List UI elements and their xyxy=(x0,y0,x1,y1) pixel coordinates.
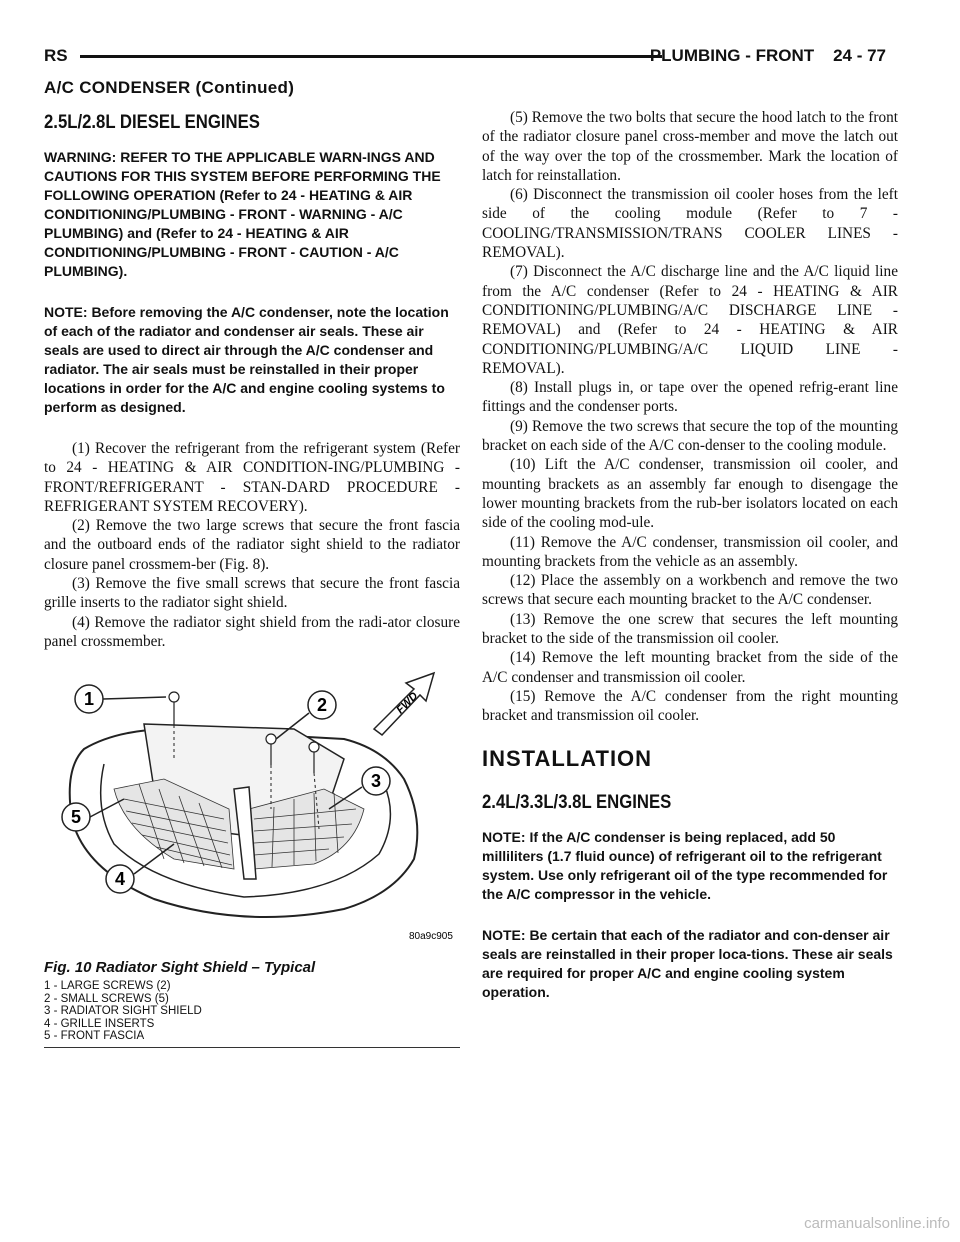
figure-legend xyxy=(44,980,460,1043)
gas-engines-heading: 2.4L/3.3L/3.8L ENGINES xyxy=(482,791,672,813)
step-10: (10) Lift the A/C condenser, transmission oil cooler, and mounting brackets as an assembly far enough to disengage the lower mounting brackets from the rub-ber isolators located on each side of the cooling mod-ule. xyxy=(482,456,898,532)
warning-block: WARNING: REFER TO THE APPLICABLE WARN-INGS AND CAUTIONS FOR THIS SYSTEM BEFORE PERFORMING THE FOLLOWING OPERATION (Refer to 24 - HEATING & AIR CONDITIONING/PLUMBING - FRONT - WARNING - A/C PLUMBING) and (Refer to 24 - HEATING & AIR CONDITIONING/PLUMBING - FRONT - CAUTION - A/C PLUMBING). xyxy=(44,149,441,279)
header-model: RS xyxy=(44,46,68,65)
step-5: (5) Remove the two bolts that secure the hood latch to the front of the radiator closure panel cross-member and move the latch out of the way over the top of the crossmember. Mark the location of latch for reinstallation. xyxy=(482,109,898,184)
step-8: (8) Install plugs in, or tape over the opened refrig-erant line fittings and the condenser ports. xyxy=(482,379,898,416)
header-section: PLUMBING - FRONT 24 - 77 xyxy=(649,46,886,65)
legend-item: 3 - RADIATOR SIGHT SHIELD xyxy=(44,1005,202,1018)
page-header xyxy=(44,40,916,70)
right-column xyxy=(482,108,898,1024)
figure-caption: Fig. 10 Radiator Sight Shield – Typical xyxy=(44,959,316,977)
step-11: (11) Remove the A/C condenser, transmission oil cooler, and mounting brackets from the vehicle as an assembly. xyxy=(482,533,898,570)
legend-item: 1 - LARGE SCREWS (2) xyxy=(44,980,171,993)
step-6: (6) Disconnect the transmission oil cooler hoses from the left side of the cooling module (Refer to 7 - COOLING/TRANSMISSION/TRANS COOLER LINES - REMOVAL). xyxy=(482,186,898,262)
figure-code: 80a9c905 xyxy=(409,931,453,943)
diesel-heading: 2.5L/2.8L DIESEL ENGINES xyxy=(44,112,260,133)
step-9: (9) Remove the two screws that secure the top of the mounting bracket on each side of the A/C con-denser to the cooling module. xyxy=(482,417,898,455)
header-rule xyxy=(80,55,662,58)
left-column xyxy=(44,108,460,1048)
radiator-sight-shield-figure xyxy=(44,669,460,959)
header-page-number: 24 - 77 xyxy=(833,46,886,65)
note-block: NOTE: Before removing the A/C condenser, note the location of each of the radiator and condenser air seals. These air seals are used to direct air through the A/C condenser and radiator. The air seals must be reinstalled in their proper locations in order for the A/C and engine cooling systems to perform as designed. xyxy=(44,304,449,415)
install-note-oil: NOTE: If the A/C condenser is being replaced, add 50 milliliters (1.7 fluid ounce) of refrigerant oil to the refrigerant system. Use only refrigerant oil of the type recommended for the A/C compressor in the vehicle. xyxy=(482,828,888,902)
figure-rule xyxy=(44,1047,460,1048)
step-14: (14) Remove the left mounting bracket from the side of the A/C condenser and transmission oil cooler. xyxy=(482,649,898,686)
watermark: carmanualsonline.info xyxy=(804,1215,950,1232)
callout-2: 2 xyxy=(316,695,328,716)
sight-shield-illustration xyxy=(44,669,460,959)
callout-3: 3 xyxy=(370,771,382,792)
step-2: (2) Remove the two large screws that secure the front fascia and the outboard ends of the radiator sight shield to the radiator closure panel crossmem-ber (Fig. 8). xyxy=(44,517,460,573)
installation-heading: INSTALLATION xyxy=(482,745,653,771)
step-15: (15) Remove the A/C condenser from the right mounting bracket and transmission oil cooler. xyxy=(482,687,898,725)
legend-item: 2 - SMALL SCREWS (5) xyxy=(44,992,169,1005)
legend-item: 4 - GRILLE INSERTS xyxy=(44,1017,155,1030)
step-7: (7) Disconnect the A/C discharge line and the A/C liquid line from the A/C condenser (Refer to 24 - HEATING & AIR CONDITIONING/PLUMBING/A/C DISCHARGE LINE - REMOVAL) and (Refer to 24 - HEATING & AIR CONDITIONING/PLUMBING/A/C LIQUID LINE - REMOVAL). xyxy=(482,263,898,377)
step-1: (1) Recover the refrigerant from the refrigerant system (Refer to 24 - HEATING & AIR CONDITION-ING/PLUMBING - FRONT/REFRIGERANT - STAN-DARD PROCEDURE - REFRIGERANT SYSTEM RECOVERY). xyxy=(44,440,460,515)
fwd-arrow-icon xyxy=(374,673,434,735)
callout-5: 5 xyxy=(70,807,82,828)
continued-title: A/C CONDENSER (Continued) xyxy=(44,78,295,97)
callout-4: 4 xyxy=(114,869,126,890)
step-4: (4) Remove the radiator sight shield from the radi-ator closure panel crossmember. xyxy=(44,613,460,650)
legend-item: 5 - FRONT FASCIA xyxy=(44,1030,145,1043)
install-note-seals: NOTE: Be certain that each of the radiator and con-denser air seals are reinstalled in their proper loca-tions. These air seals are required for proper A/C and engine cooling system operation. xyxy=(482,926,893,1000)
fwd-label: FWD xyxy=(394,690,421,717)
step-3: (3) Remove the five small screws that secure the front fascia grille inserts to the radiator sight shield. xyxy=(44,575,460,612)
step-13: (13) Remove the one screw that secures the left mounting bracket to the side of the transmission oil cooler. xyxy=(482,610,898,648)
step-12: (12) Place the assembly on a workbench and remove the two screws that secure each mounting bracket to the A/C condenser. xyxy=(482,572,898,609)
callout-1: 1 xyxy=(83,689,95,710)
